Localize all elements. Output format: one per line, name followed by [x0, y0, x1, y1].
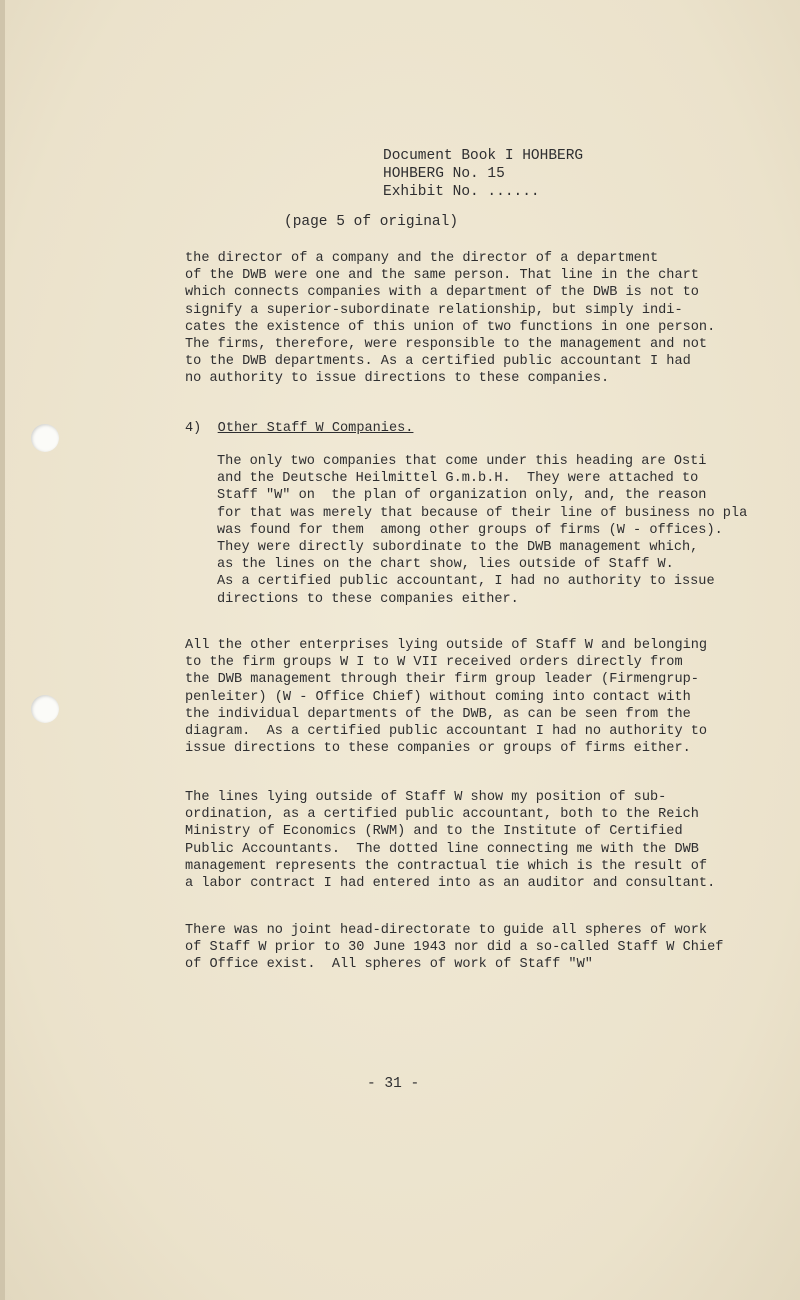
paragraph-5: [185, 922, 723, 974]
header-line-3: Exhibit No. ......: [383, 184, 540, 200]
text-line: the DWB management through their firm group leader (Firmengrup-: [185, 672, 699, 688]
text-line: of Office exist. All spheres of work of Staff "W": [185, 957, 593, 973]
text-line: the individual departments of the DWB, as can be seen from the: [185, 706, 691, 722]
paragraph-3: [185, 637, 707, 757]
text-line: Public Accountants. The dotted line connecting me with the DWB: [185, 841, 699, 857]
text-line: The firms, therefore, were responsible to the management and not: [185, 337, 708, 353]
text-line: They were directly subordinate to the DWB management which,: [217, 540, 699, 556]
punch-hole-bottom: [31, 695, 59, 723]
page-edge: [0, 0, 5, 1300]
paragraph-2: [217, 453, 747, 608]
text-line: penleiter) (W - Office Chief) without coming into contact with: [185, 689, 691, 705]
text-line: All the other enterprises lying outside of Staff W and belonging: [185, 638, 708, 653]
text-line: directions to these companies either.: [217, 591, 519, 607]
text-line: was found for them among other groups of firms (W - offices).: [217, 522, 723, 538]
text-line: a labor contract I had entered into as an auditor and consultant.: [185, 876, 716, 892]
text-line: of the DWB were one and the same person. That line in the chart: [185, 268, 699, 284]
punch-hole-top: [31, 424, 59, 452]
header-line-2: HOHBERG No. 15: [383, 166, 505, 182]
document-header: [383, 147, 583, 201]
text-line: ordination, as a certified public accountant, both to the Reich: [185, 807, 699, 823]
text-line: and the Deutsche Heilmittel G.m.b.H. They were attached to: [217, 471, 699, 487]
text-line: as the lines on the chart show, lies outside of Staff W.: [217, 557, 674, 573]
section-title: Other Staff W Companies.: [217, 421, 414, 436]
text-line: cates the existence of this union of two functions in one person.: [185, 319, 716, 335]
text-line: issue directions to these companies or groups of firms either.: [185, 741, 691, 757]
text-line: signify a superior-subordinate relationship, but simply indi-: [185, 302, 683, 318]
text-line: Ministry of Economics (RWM) and to the Institute of Certified: [185, 824, 683, 840]
paragraph-1: [185, 250, 715, 388]
text-line: There was no joint head-directorate to guide all spheres of work: [185, 923, 708, 938]
text-line: of Staff W prior to 30 June 1943 nor did a so-called Staff W Chief: [185, 940, 724, 956]
section-number: 4): [185, 421, 202, 436]
text-line: the director of a company and the director of a department: [185, 251, 659, 266]
text-line: to the firm groups W I to W VII received orders directly from: [185, 655, 683, 671]
text-line: for that was merely that because of their line of business no pla: [217, 505, 748, 521]
text-line: As a certified public accountant, I had no authority to issue: [217, 574, 715, 590]
text-line: Staff "W" on the plan of organization only, and, the reason: [217, 488, 707, 504]
text-line: The only two companies that come under this heading are Osti: [217, 454, 707, 469]
text-line: The lines lying outside of Staff W show my position of sub-: [185, 790, 667, 805]
original-page-reference: (page 5 of original): [284, 214, 459, 230]
header-line-1: Document Book I HOHBERG: [383, 148, 584, 164]
text-line: diagram. As a certified public accountant I had no authority to: [185, 724, 708, 740]
text-line: no authority to issue directions to these companies.: [185, 371, 610, 387]
text-line: to the DWB departments. As a certified public accountant I had: [185, 354, 691, 370]
text-line: which connects companies with a department of the DWB is not to: [185, 285, 699, 301]
page-number: - 31 -: [367, 1076, 420, 1092]
section-heading: [185, 420, 413, 437]
paragraph-4: [185, 789, 715, 892]
text-line: management represents the contractual tie which is the result of: [185, 858, 708, 874]
